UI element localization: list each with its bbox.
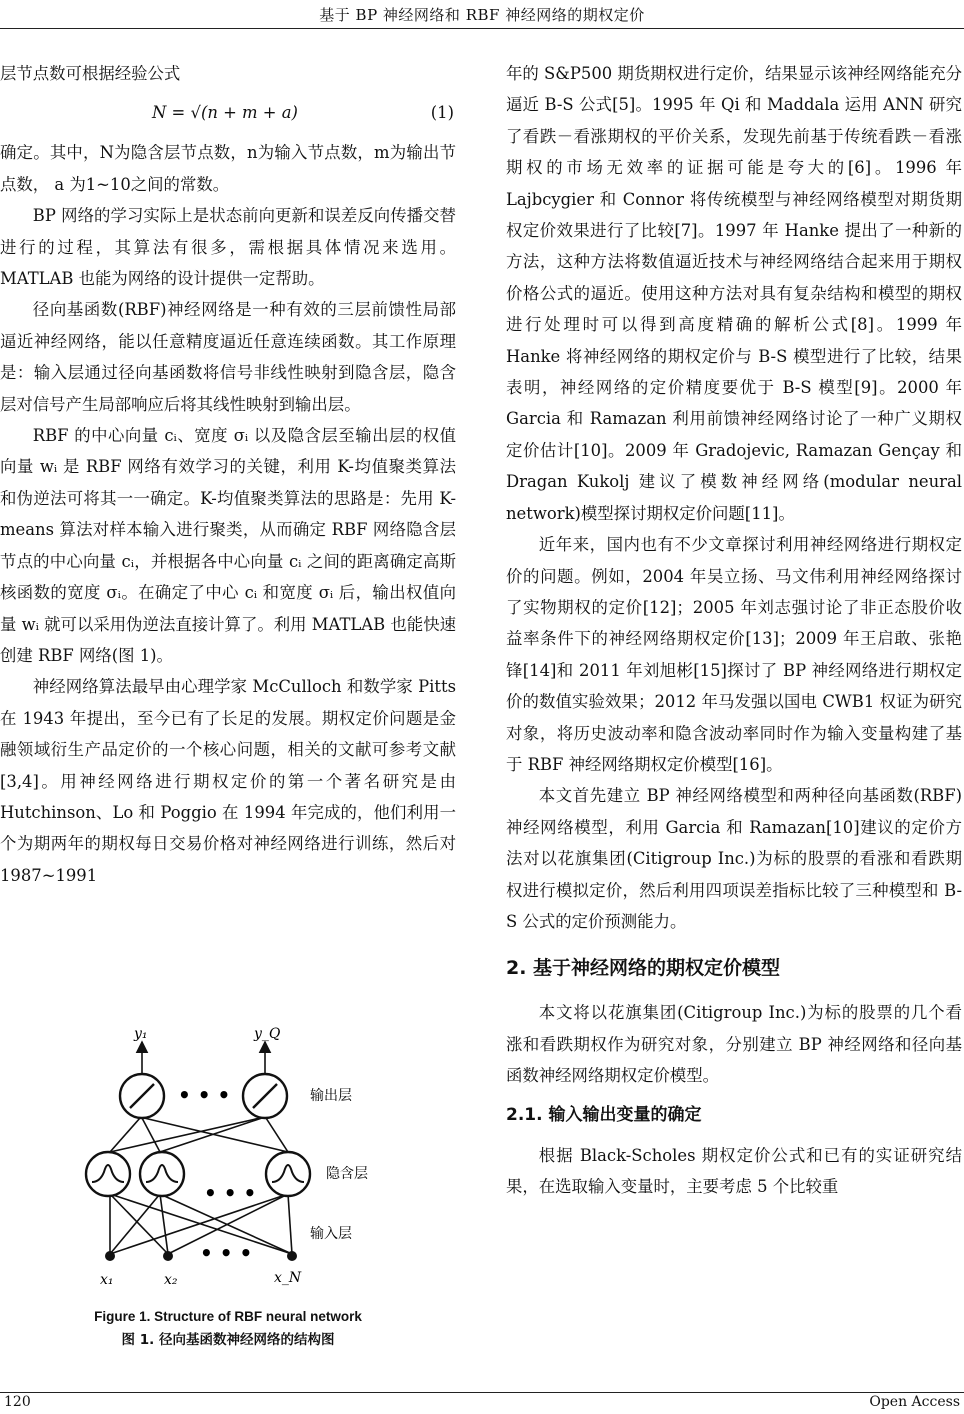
equation-1: [0, 89, 456, 137]
right-column: [506, 58, 962, 1202]
input-dots: • • •: [200, 1241, 253, 1265]
output-dots: • • •: [178, 1083, 231, 1107]
left-column: [0, 58, 456, 891]
subsection-heading: 2.1. 输入输出变量的确定: [506, 1104, 702, 1125]
section-heading: 2. 基于神经网络的期权定价模型: [506, 957, 781, 980]
paragraph: 确定。其中，N为隐含层节点数，n为输入节点数，m为输出节点数， a 为1~10之间的常数。: [0, 143, 456, 194]
paragraph: 本文首先建立 BP 神经网络模型和两种径向基函数(RBF)神经网络模型，利用 Garcia 和 Ramazan[10]建议的定价方法对以花旗集团(Citigroup Inc.)为标的股票的看涨和看跌期权进行模拟定价，然后利用四项误差指标比较了三种模型和 B-S 公式的定价预测能力。: [506, 786, 962, 931]
figure-caption-zh: 图 1. 径向基函数神经网络的结构图: [121, 1332, 335, 1348]
label-xN: x_N: [274, 1270, 302, 1286]
paragraph: 本文将以花旗集团(Citigroup Inc.)为标的股票的几个看涨和看跌期权作为研究对象，分别建立 BP 神经网络和径向基函数神经网络期权定价模型。: [506, 1003, 962, 1086]
header-rule: [0, 28, 964, 29]
running-header: 基于 BP 神经网络和 RBF 神经网络的期权定价: [319, 6, 645, 24]
label-x1: x₁: [100, 1272, 114, 1288]
paragraph: 径向基函数(RBF)神经网络是一种有效的三层前馈性局部逼近神经网络，能以任意精度逼近任意连续函数。其工作原理是：输入层通过径向基函数将信号非线性映射到隐含层，隐含层对信号产生局部响应后将其线性映射到输出层。: [0, 300, 456, 414]
label-y1: y₁: [134, 1026, 148, 1042]
paragraph: BP 网络的学习实际上是状态前向更新和误差反向传播交替进行的过程，其算法有很多，需根据具体情况来选用。MATLAB 也能为网络的设计提供一定帮助。: [0, 206, 456, 289]
label-hidden-layer: 隐含层: [326, 1166, 368, 1182]
paragraph: 根据 Black-Scholes 期权定价公式和已有的实证研究结果，在选取输入变量时，主要考虑 5 个比较重: [506, 1145, 962, 1196]
equation-body: N = √(n + m + a): [152, 103, 298, 123]
page-number: 120: [4, 1394, 31, 1410]
rbf-network-figure: [60, 1022, 440, 1306]
paragraph: 层节点数可根据经验公式: [0, 64, 181, 83]
label-x2: x₂: [164, 1272, 178, 1288]
paragraph: 神经网络算法最早由心理学家 McCulloch 和数学家 Pitts 在 1943 年提出，至今已有了长足的发展。期权定价问题是金融领域衍生产品定价的一个核心问题，相关的文献可参考文献[3,4]。用神经网络进行期权定价的第一个著名研究是由 Hutchinson、Lo 和 Poggio 在 1994 年完成的，他们利用一个为期两年的期权每日交易价格对神经网络进行训练，然后对 1987~1991: [0, 677, 456, 885]
paragraph: 年的 S&P500 期货期权进行定价，结果显示该神经网络能充分逼近 B-S 公式[5]。1995 年 Qi 和 Maddala 运用 ANN 研究了看跌－看涨期权的平价关系，发现先前基于传统看跌－看涨期权的市场无效率的证据可能是夸大的[6]。1996 年 Lajbcygier 和 Connor 将传统模型与神经网络模型对期货期权定价效果进行了比较[7]。1997 年 Hanke 提出了一种新的方法，这种方法将数值逼近技术与神经网络结合起来用于期权价格公式的逼近。使用这种方法对具有复杂结构和模型的期权进行处理时可以得到高度精确的解析公式[8]。1999 年 Hanke 将神经网络的期权定价与 B-S 模型进行了比较，结果表明，神经网络的定价精度要优于 B-S 模型[9]。2000 年 Garcia 和 Ramazan 利用前馈神经网络讨论了一种广义期权定价估计[10]。2009 年 Gradojevic, Ramazan Gençay 和 Dragan Kukolj 建议了模数神经网络(modular neural network)模型探讨期权定价问题[11]。: [506, 64, 962, 523]
paragraph: RBF 的中心向量 cᵢ、宽度 σᵢ 以及隐含层至输出层的权值向量 wᵢ 是 RBF 网络有效学习的关键，利用 K-均值聚类算法和伪逆法可将其一一确定。K-均值聚类算法的思路是：先用 K-means 算法对样本输入进行聚类，从而确定 RBF 网络隐含层节点的中心向量 cᵢ，并根据各中心向量 cᵢ 之间的距离确定高斯核函数的宽度 σᵢ。在确定了中心 cᵢ 和宽度 σᵢ 后，输出权值向量 wᵢ 就可以采用伪逆法直接计算了。利用 MATLAB 也能快速创建 RBF 网络(图 1)。: [0, 426, 456, 665]
journal-label: Open Access: [869, 1394, 960, 1410]
footer-rule: [0, 1392, 964, 1393]
label-output-layer: 输出层: [310, 1088, 352, 1104]
label-yQ: y_Q: [254, 1026, 281, 1042]
paragraph: 近年来，国内也有不少文章探讨利用神经网络进行期权定价的问题。例如，2004 年吴立扬、马文伟利用神经网络探讨了实物期权的定价[12]；2005 年刘志强讨论了非正态股价收益率条件下的神经网络期权定价[13]；2009 年王启敢、张艳锋[14]和 2011 年刘旭彬[15]探讨了 BP 神经网络进行期权定价的数值实验效果；2012 年马发强以国电 CWB1 权证为研究对象，将历史波动率和隐含波动率同时作为输入变量构建了基于 RBF 神经网络期权定价模型[16]。: [506, 535, 962, 774]
label-input-layer: 输入层: [310, 1226, 352, 1242]
figure-caption-en: Figure 1. Structure of RBF neural network: [94, 1309, 362, 1324]
hidden-neurons: [86, 1152, 310, 1196]
hidden-dots: • • •: [204, 1181, 257, 1205]
equation-number: (1): [430, 103, 454, 123]
